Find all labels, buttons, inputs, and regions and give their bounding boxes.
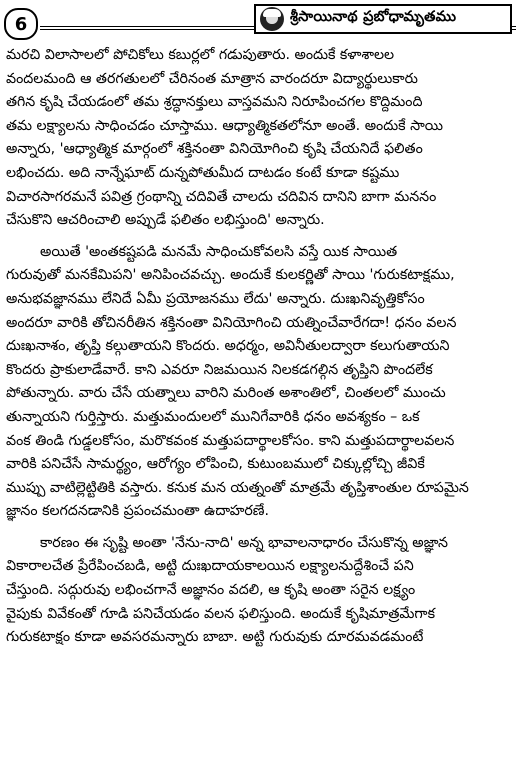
paragraph-2	[6, 241, 514, 524]
text-line: తున్నాయని గుర్తిస్తారు. మత్తుమందులలో మునిగేవారికి ధనం అవశ్యకం – ఒక	[6, 408, 420, 425]
text-line: తగిన కృషి చేయడంలో తమ శ్రద్ధానక్తులు వాస్తవమని నిరూపించగల కొద్దిమంది	[6, 94, 423, 111]
text-line: వికారాలచేత ప్రేరేపించబడి, అట్టి దుఃఖదాయకాలయిన లక్ష్యాలనుద్దేశించే పని	[6, 558, 414, 575]
text-line: వారికి పనిచేసే సామర్థ్యం, ఆరోగ్యం లోపించి, కుటుంబములో చిక్కుల్లోచ్చి జీవికే	[6, 456, 425, 473]
text-line: పోతున్నారు. వారు చేసే యత్నాలు వారిని మరింత అశాంతిలో, చింతలలో ముంచు	[6, 385, 446, 402]
text-line: గురువుతో మనకేమిపని' అనిపించవచ్చు. అందుకే కులకర్ణితో సాయి 'గురుకటాక్షము,	[6, 267, 455, 284]
text-line: వందలమంది ఆ తరగతులలో చేరినంత మాత్రాన వారందరూ విద్యార్థులుకారు	[6, 70, 418, 87]
text-line: అందరూ వారికి తోచినరీతిన శక్తినంతా వినియోగించి యత్నించేవారేగదా! ధనం వలన	[6, 314, 457, 331]
running-title: శ్రీసాయినాథ ప్రబోధామృతము	[290, 9, 457, 25]
text-line: వైపుకు వివేకంతో గూడి పనిచేయడం వలన ఫలిస్తుంది. అందుకే కృషిమాత్రమేగాక	[6, 605, 435, 622]
text-line: అయితే 'అంతకష్టపడి మనమే సాధించుకోవలసి వస్తే యిక సాయిత	[40, 243, 398, 260]
page-header	[4, 4, 516, 38]
text-line: విచారసాగరమనే పవిత్ర గ్రంథాన్ని చదివితే చాలదు చదివిన దానిని బాగా మననం	[6, 188, 437, 205]
sai-baba-portrait-icon	[260, 7, 284, 31]
text-line: దుఃఖనాశం, తృప్తి కల్గుతాయని కొందరు. అధర్మం, అవినీతులద్వారా కలుగుతాయని	[6, 338, 450, 355]
text-line: గురుకటాక్షం కూడా అవసరమన్నారు బాబా. అట్టి గురువుకు దూరమవడమంటే	[6, 629, 424, 646]
body-text	[6, 44, 514, 650]
paragraph-1	[6, 44, 514, 233]
text-line: వంక తిండి గుడ్డలకోసం, మరొకవంక మత్తుపదార్థాలకోసం. కాని మత్తుపదార్థాలవలన	[6, 432, 455, 449]
text-line: కొందరు ప్రాకులాడేవారే. కాని ఎవరూ నిజమయిన నిలకడగల్గిన తృప్తిని పొందలేక	[6, 361, 433, 378]
paragraph-3	[6, 532, 514, 650]
text-line: తమ లక్ష్యాలను సాధించడం చూస్తాము. ఆధ్యాత్మికతలోనూ అంతే. అందుకే సాయి	[6, 117, 443, 134]
text-line: చేస్తుంది. సద్గురువు లభించగానే అజ్ఞానం వదలి, ఆ కృషి అంతా సరైన లక్ష్యం	[6, 582, 416, 599]
text-line: కారణం ఈ సృష్టి అంతా 'నేను-నాది' అన్న భావాలనాధారం చేసుకొన్న అజ్ఞాన	[40, 534, 449, 551]
text-line: అన్నారు, 'ఆధ్యాత్మిక మార్గంలో శక్తినంతా వినియోగించి కృషి చేయనిదే ఫలితం	[6, 141, 423, 158]
page-number-badge	[4, 8, 38, 40]
page-number: 6	[14, 13, 28, 35]
text-line: చేసుకొని ఆచరించాలి అప్పుడే ఫలితం లభిస్తుంది' అన్నారు.	[6, 212, 325, 229]
text-line: మరచి విలాసాలలో పోచికోలు కబుర్లలో గడుపుతారు. అందుకే కళాశాలల	[6, 47, 395, 63]
running-title-box	[254, 4, 512, 34]
text-line: అనుభవజ్ఞానము లేనిదే ఏమీ ప్రయోజనము లేదు' అన్నారు. దుఃఖనివృత్తికోసం	[6, 290, 425, 307]
text-line: లభించదు. అది నాన్నేఘాట్ దున్నపోతుమీద దాటడం కంటే కూడా కష్టము	[6, 164, 400, 181]
text-line: జ్ఞానం కలగదనడానికి ప్రపంచమంతా ఉదాహరణే.	[6, 503, 269, 520]
text-line: ముప్పు వాటిల్లెట్టితికి వస్తారు. కనుక మన యత్నంతో మాత్రమే తృప్తిశాంతుల రూపమైన	[6, 479, 469, 496]
